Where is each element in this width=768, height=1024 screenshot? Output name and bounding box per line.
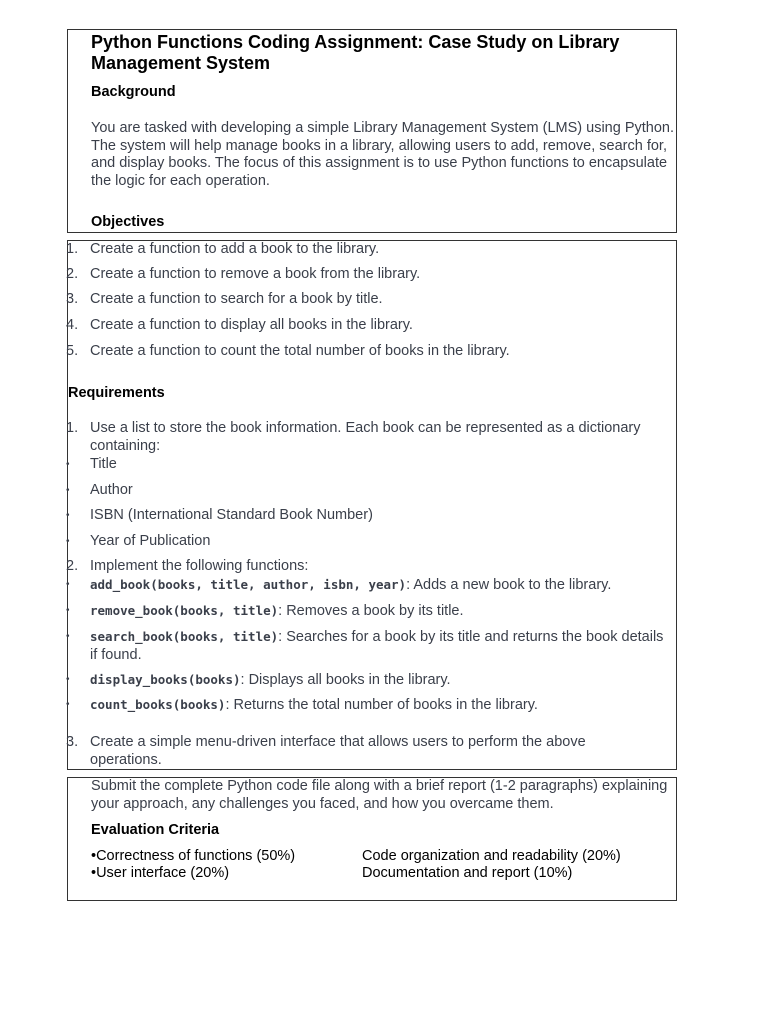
criterion: •Correctness of functions (50%): [91, 848, 296, 864]
list-number: 5.: [66, 343, 79, 359]
function-entry: [90, 696, 672, 715]
criterion: Code organization and readability (20%): [362, 848, 621, 864]
function-entry: [90, 671, 672, 690]
function-entry: [90, 576, 672, 595]
list-number: 4.: [66, 317, 79, 333]
list-text: Create a simple menu-driven interface that allows users to perform the above operations.: [90, 734, 586, 768]
bullet-text: Title: [90, 456, 117, 472]
objectives-requirements-section: [67, 240, 677, 770]
function-description: : Returns the total number of books in the library.: [225, 697, 538, 713]
bullet-marker: •: [66, 536, 70, 547]
function-signature: search_book(books, title): [90, 629, 279, 644]
bullet-marker: •: [66, 605, 70, 616]
list-number: 2.: [66, 558, 79, 574]
bullet-text: Year of Publication: [90, 533, 211, 549]
list-number: 1.: [66, 420, 79, 436]
page-title: Python Functions Coding Assignment: Case Study on Library Management System: [91, 32, 620, 73]
bullet-marker: •: [66, 485, 70, 496]
list-text: Implement the following functions:: [90, 558, 309, 574]
criterion: Documentation and report (10%): [362, 865, 573, 881]
list-text: Use a list to store the book information. Each book can be represented as a dictionary containing:: [90, 420, 641, 454]
header-section: [67, 29, 677, 233]
function-description: : Removes a book by its title.: [278, 603, 464, 619]
function-signature: count_books(books): [90, 697, 226, 712]
background-text: You are tasked with developing a simple Library Management System (LMS) using Python. The system will help manage books in a library, allowing users to add, remove, search for, and display books. The focus of this assignment is to use Python functions to encapsulate the logic for each operation.: [91, 120, 674, 189]
list-number: 2.: [66, 266, 79, 282]
bullet-marker: •: [66, 579, 70, 590]
function-description: : Adds a new book to the library.: [406, 577, 612, 593]
bullet-marker: •: [66, 510, 70, 521]
list-text: Create a function to remove a book from the library.: [90, 266, 421, 282]
function-description: : Displays all books in the library.: [240, 672, 451, 688]
function-description: : Searches for a book by its title and returns the book details if found.: [90, 629, 664, 663]
requirements-heading: Requirements: [68, 385, 165, 401]
list-text: Create a function to count the total number of books in the library.: [90, 343, 510, 359]
bullet-marker: •: [66, 459, 70, 470]
function-signature: display_books(books): [90, 672, 241, 687]
list-number: 3.: [66, 291, 79, 307]
function-signature: add_book(books, title, author, isbn, year): [90, 577, 407, 592]
bullet-text: ISBN (International Standard Book Number): [90, 507, 373, 523]
background-heading: Background: [91, 84, 176, 100]
bullet-marker: •: [66, 631, 70, 642]
list-text: Create a function to add a book to the library.: [90, 241, 380, 257]
bullet-marker: •: [66, 699, 70, 710]
list-number: 1.: [66, 241, 79, 257]
submission-section: [67, 777, 677, 901]
bullet-text: Author: [90, 482, 133, 498]
objectives-heading: Objectives: [91, 214, 165, 230]
function-signature: remove_book(books, title): [90, 603, 279, 618]
function-entry: [90, 602, 672, 621]
function-entry: [90, 628, 672, 664]
bullet-marker: •: [66, 674, 70, 685]
list-number: 3.: [66, 734, 79, 750]
list-text: Create a function to search for a book by title.: [90, 291, 383, 307]
criterion: •User interface (20%): [91, 865, 230, 881]
submission-text: Submit the complete Python code file along with a brief report (1-2 paragraphs) explaining your approach, any challenges you faced, and how you overcame them.: [91, 778, 668, 812]
list-text: Create a function to display all books in the library.: [90, 317, 413, 333]
evaluation-heading: Evaluation Criteria: [91, 822, 220, 838]
